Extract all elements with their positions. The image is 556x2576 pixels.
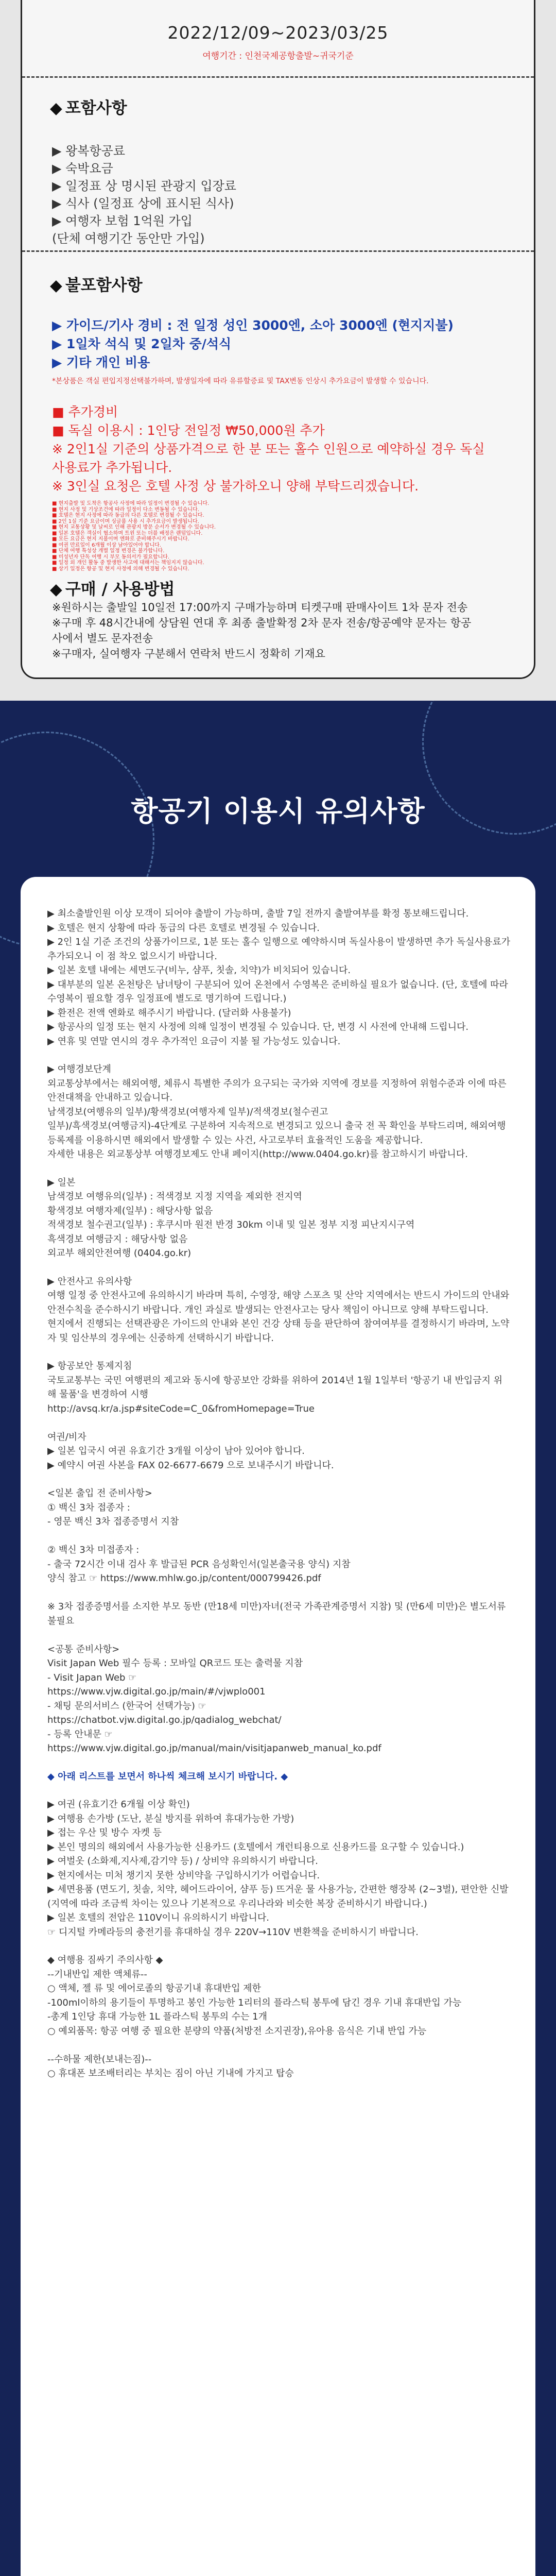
- list-item: ■ 상기 일정은 항공 및 현지 사정에 의해 변경될 수 있습니다.: [52, 566, 189, 572]
- notice-paragraph: ▶ 여권 (유효기간 6개월 이상 확인) ▶ 여행용 손가방 (도난, 분실 방지를 위하여 휴대가능한 가방) ▶ 접는 우산 및 방수 자켓 등 ▶ 본인 명의의 해외에서 사용가능한 신용카드 (호텔에서 개런티용으로 신용카드를 요구할 수 있습니다.) ▶ 여벌옷 (소화제,지사제,감기약 등) / 상비약 유의하시기 바랍니다. ▶ 현지에서는 미처 챙기지 못한 상비약을 구입하시기가 어렵습니다. ▶ 세면용품 (면도기, 칫솔, 치약, 헤어드라이어, 샴푸 등) 뜨거운 물 사용가능, 간편한 행장복 (2~3벌), 편안한 신발 (지역에 따라 조금씩 차이는 있으나 기본적으로 우리나라와 비슷한 복장 준비하시기 바랍니다.) ▶ 일본 호텔의 전압은 110V이니 유의하시기 바랍니다. ☞ 디지털 카메라등의 충전기를 휴대하실 경우 220V→110V 변환책을 준비하시기 바랍니다.: [47, 1799, 509, 1938]
- notice-paragraph: ▶ 최소출발인원 이상 모객이 되어야 출발이 가능하며, 출발 7일 전까지 출발여부를 확정 통보해드립니다. ▶ 호텔은 현지 상황에 따라 동급의 다른 호텔로 변경될 수 있습니다. ▶ 2인 1실 기준 조건의 상품가이므로, 1분 또는 홀수 일행으로 예약하시며 독실사용이 발생하면 추가 독실사용료가 추가되오니 이 점 착오 없으시기 바랍니다. ▶ 일본 호텔 내에는 세면도구(비누, 샴푸, 칫솔, 치약)가 비치되어 있습니다. ▶ 대부분의 일본 온천탕은 남녀탕이 구분되어 있어 온천에서 수영복은 준비하실 필요가 없습니다. (단, 호텔에 따라 수영복이 필요할 경우 일정표에 별도로 명기하여 드립니다.) ▶ 환전은 전액 엔화로 해주시기 바랍니다. (달러화 사용불가) ▶ 항공사의 일정 또는 현지 사정에 의해 일정이 변경될 수 있습니다. 단, 변경 시 사전에 안내해 드립니다. ▶ 연휴 및 연말 연시의 경우 추가적인 요금이 지불 될 가능성도 있습니다.: [47, 908, 511, 1047]
- included-list: [52, 142, 236, 247]
- list-item: ■ 여권 만료일이 6개월 이상 남아있어야 합니다.: [52, 542, 161, 548]
- list-item: ※ 2인1실 기준의 상품가격으로 한 분 또는 홀수 인원으로 예약하실 경우 독실: [52, 442, 485, 456]
- excluded-note: *본상품은 객실 편입지정선택불가하며, 발생일자에 따라 유류할증료 및 TAX변동 인상시 추가요금이 발생할 수 있습니다.: [52, 377, 429, 385]
- list-item: 사용료가 추가됩니다.: [52, 460, 172, 475]
- list-item: ■ 2인 1실 기준 요금이며 싱글룸 사용 시 추가요금이 발생됩니다.: [52, 518, 199, 524]
- list-item: ※ 3인실 요청은 호텔 사정 상 불가하오니 양해 부탁드리겠습니다.: [52, 479, 419, 494]
- list-item: ▶ 여행자 보험 1억원 가입: [52, 214, 193, 228]
- list-item: ※구매자, 실여행자 구분해서 연락처 반드시 정확히 기재요: [52, 648, 325, 660]
- notice-section: [0, 701, 556, 2576]
- notice-paragraph: ▶ 일본 남색경보 여행유의(일부) : 적색경보 지정 지역을 제외한 전지역 황색경보 여행자제(일부) : 해당사항 없음 적색경보 철수권고(일부) : 후쿠시마 원전 반경 30km 이내 및 일본 정부 지정 피난지시구역 흑색경보 여행금지 : 해당사항 없음 외교부 해외안전여행 (0404.go.kr): [47, 1177, 415, 1259]
- list-item: ■ 독실 이용시 : 1인당 전일정 ₩50,000원 추가: [52, 423, 325, 438]
- list-item: ■ 현지출발 및 도착은 항공사 사정에 따라 일정이 변경될 수 있습니다.: [52, 501, 210, 506]
- notice-paragraph: ▶ 안전사고 유의사항 여행 일정 중 안전사고에 유의하시기 바라며 특히, 수영장, 해양 스포츠 및 산악 지역에서는 반드시 가이드의 안내와 안전수칙을 준수하시기 바랍니다. 개인 과실로 발생되는 안전사고는 당사 책임이 아니므로 양해 부탁드립니다. 현지에서 진행되는 선택관광은 가이드의 안내와 본인 건강 상태 등을 판단하여 참여여부를 결정하시기 바라며, 노약자 및 임산부의 경우에는 신중하게 선택하시기 바랍니다.: [47, 1276, 510, 1344]
- list-item: ■ 모든 요금은 현지 지불이며 엔화로 준비해주시기 바랍니다.: [52, 536, 189, 542]
- list-item: ■ 현지 교통상황 및 날씨로 인해 관광지 방문 순서가 변경될 수 있습니다.: [52, 524, 216, 530]
- dashed-divider: [22, 250, 534, 252]
- diamond-icon: ◆: [50, 276, 62, 295]
- list-item: ※구매 후 48시간내에 상담원 연대 후 최종 출발확정 2차 문자 전송/항공예약 문자는 항공: [52, 617, 472, 629]
- list-item: ▶ 왕복항공료: [52, 144, 126, 158]
- list-item: ▶ 숙박요금: [52, 161, 113, 176]
- product-info-card: [21, 0, 535, 679]
- list-item: (단체 여행기간 동안만 가입): [52, 231, 205, 246]
- notice-paragraph: <일본 출입 전 준비사항> ① 백신 3차 접종자 : - 영문 백신 3차 접종증명서 지참 ② 백신 3차 미접종자 : - 출국 72시간 이내 검사 후 발급된 PCR 음성확인서(일본출국용 양식) 지참 양식 참고 ☞ https://www.mhlw.go.jp/content/000799426.pdf ※ 3차 접종증명서를 소지한 부모 동반 (만18세 미만)자녀(전국 가족관계증명서 지참) 및 (만6세 미만)은 별도서류 불필요 <공통 준비사항> Visit Japan Web 필수 등록 : 모바일 QR코드 또는 출력물 지참 - Visit Japan Web ☞ https://www.vjw.digital.go.jp/main/#/vjwplo001 - 채팅 문의서비스 (한국어 선택가능) ☞ https://chatbot.vjw.digital.go.jp/qadialog_webchat/ - 등록 안내문 ☞ https://www.vjw.digital.go.jp/manual/main/visitjapanweb_manual_ko.pdf: [47, 1488, 506, 1754]
- included-heading: ◆ 포함사항: [50, 99, 127, 117]
- notice-title: 항공기 이용시 유의사항: [131, 795, 425, 827]
- checklist-heading: ◆ 아래 리스트를 보면서 하나씩 체크해 보시기 바랍니다. ◆: [47, 1771, 288, 1782]
- diamond-icon: ◆: [50, 580, 62, 599]
- list-item: ■ 일본 호텔은 객실이 협소하며 트윈 또는 더블 배정은 랜덤입니다.: [52, 530, 203, 536]
- notice-body: [47, 907, 511, 2095]
- list-item: ■ 추가경비: [52, 404, 118, 419]
- travel-period: 2022/12/09~2023/03/25: [167, 23, 389, 43]
- diamond-icon: ◆: [50, 99, 62, 117]
- list-item: ▶ 기타 개인 비용: [52, 355, 150, 370]
- usage-list: [52, 600, 505, 662]
- product-info-section: [0, 0, 556, 701]
- extra-cost-list: [52, 403, 505, 496]
- notice-paragraph: ▶ 항공보안 통제지침 국토교통부는 국민 여행편의 제고와 동시에 항공보안 강화를 위하여 2014년 1월 1일부터 '항공기 내 반입금지 위해 물품'을 변경하여 시행 http://avsq.kr/a.jsp#siteCode=C_0&fromHomepage=True 여권/비자 ▶ 일본 입국시 여권 유효기간 3개월 이상이 남아 있어야 합니다. ▶ 예약시 여권 사본을 FAX 02-6677-6679 으로 보내주시기 바랍니다.: [47, 1361, 503, 1471]
- list-item: ■ 호텔은 현지 사정에 따라 동급의 다른 호텔로 변경될 수 있습니다.: [52, 513, 204, 518]
- list-item: 사에서 별도 문자전송: [52, 632, 153, 645]
- notice-paragraph: ▶ 여행경보단계 외교통상부에서는 해외여행, 체류시 특별한 주의가 요구되는 국가와 지역에 경보를 지정하여 위험수준과 이에 따른 안전대책을 안내하고 있습니다. 남색경보(여행유의 일부)/황색경보(여행자제 일부)/적색경보(철수권고 일부)/흑색경보(여행금지)-4단계로 구분하여 지속적으로 변경되고 있으니 출국 전 꼭 확인을 부탁드리며, 해외여행 등록제를 이용하시면 해외에서 발생할 수 있는 사건, 사고로부터 효율적인 도움을 제공합니다. 자세한 내용은 외교통상부 여행경보제도 안내 페이지(http://www.0404.go.kr)를 참고하시기 바랍니다.: [47, 1064, 507, 1160]
- dashed-divider: [22, 76, 534, 78]
- list-item: ■ 현지 사정 및 기상조건에 따라 일정이 다소 변동될 수 있습니다.: [52, 506, 199, 513]
- list-item: ※원하시는 출발일 10일전 17:00까지 구매가능하며 티켓구매 판매사이트 1차 문자 전송: [52, 601, 468, 614]
- list-item: ▶ 1일차 석식 및 2일차 중/석식: [52, 336, 232, 351]
- list-item: ▶ 일정표 상 명시된 관광지 입장료: [52, 179, 236, 193]
- list-item: ■ 미성년자 단독 여행 시 부모 동의서가 필요합니다.: [52, 554, 170, 560]
- list-item: ▶ 가이드/기사 경비 : 전 일정 성인 3000엔, 소아 3000엔 (현지지불): [52, 318, 454, 333]
- list-item: ■ 일정 외 개인 활동 중 발생한 사고에 대해서는 책임지지 않습니다.: [52, 560, 204, 566]
- usage-heading: ◆ 구매 / 사용방법: [50, 580, 175, 599]
- notice-fine-print: [52, 501, 505, 572]
- list-item: ▶ 식사 (일정표 상에 표시된 식사): [52, 196, 234, 211]
- list-item: ■ 단체 여행 특성상 개별 일정 변경은 불가합니다.: [52, 548, 165, 554]
- notice-card: [21, 877, 535, 2576]
- notice-paragraph: ◆ 여행용 짐싸기 주의사항 ◆ --기내반입 제한 액체류-- ○ 액체, 젤 류 및 에어로졸의 항공기내 휴대반입 제한 -100ml이하의 용기들이 투명하고 봉인 가능한 1리터의 플라스틱 봉투에 담긴 경우 기내 휴대반입 가능 -총계 1인당 휴대 가능한 1L 플라스틱 봉투의 수는 1개 ○ 예외품목: 항공 여행 중 필요한 분량의 약품(처방전 소지권장),유아용 음식은 기내 반입 가능 --수하물 제한(보내는짐)-- ○ 휴대폰 보조배터리는 부치는 짐이 아닌 기내에 가지고 탑승: [47, 1955, 462, 2079]
- excluded-heading: ◆ 불포함사항: [50, 276, 143, 295]
- excluded-list: [52, 316, 454, 372]
- travel-period-note: 여행기간 : 인천국제공항출발~귀국기준: [202, 51, 354, 61]
